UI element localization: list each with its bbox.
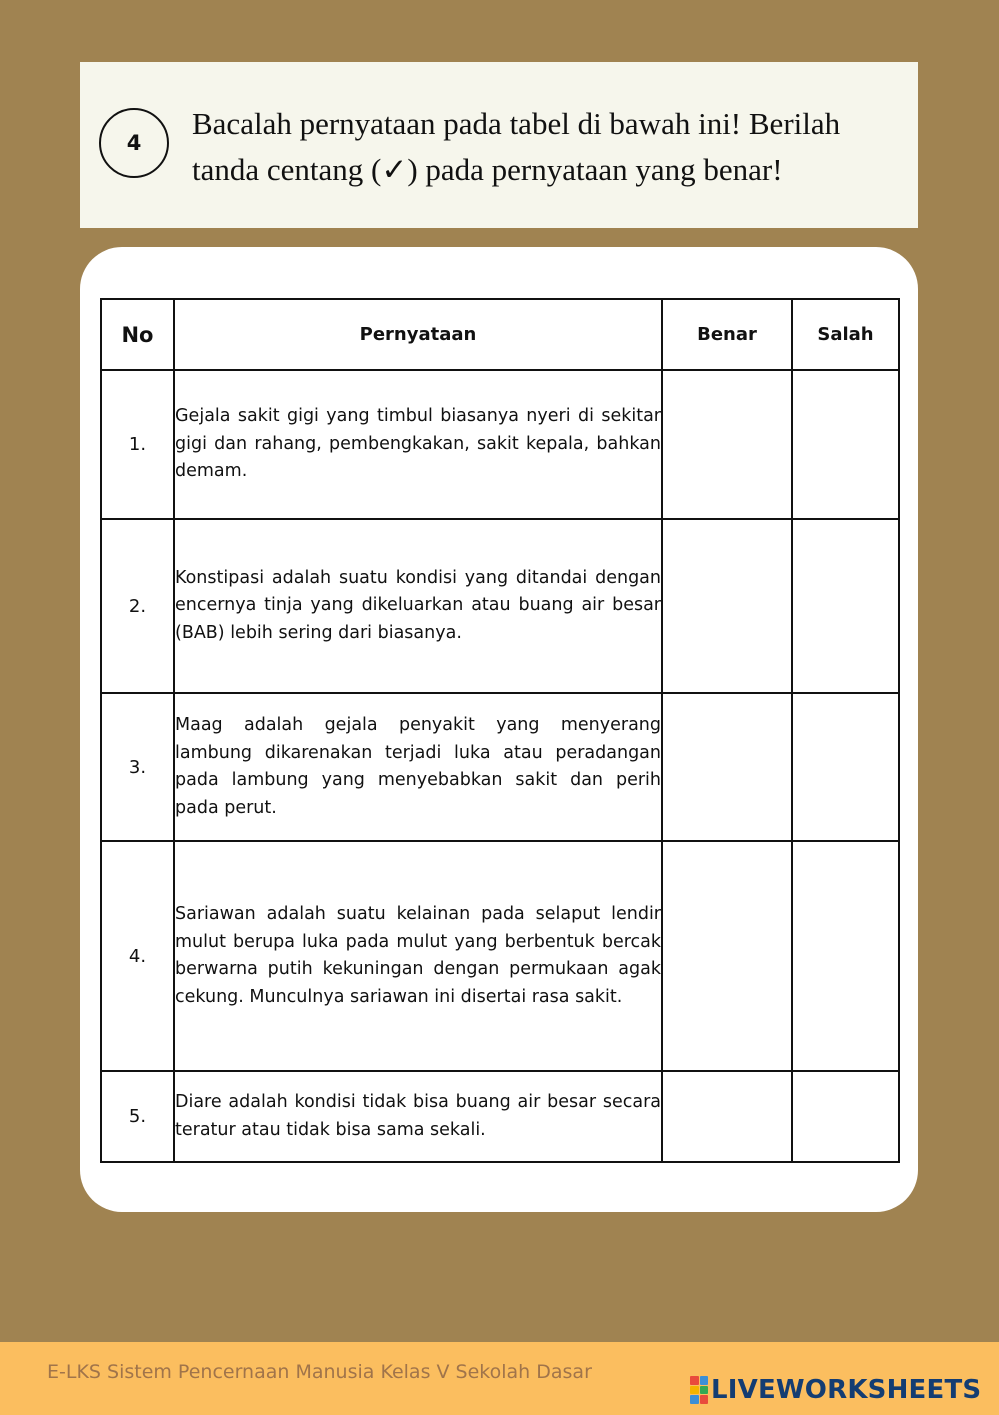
table-row (101, 1071, 899, 1162)
row-statement: Konstipasi adalah suatu kondisi yang ditandai dengan encernya tinja yang dikeluarkan atau buang air besar (BAB) lebih sering dari biasanya. (174, 519, 662, 693)
table-row (101, 370, 899, 519)
statement-table (100, 298, 900, 1163)
header-false: Salah (792, 299, 899, 370)
true-checkbox-cell[interactable] (662, 841, 792, 1071)
table-row (101, 519, 899, 693)
true-checkbox-cell[interactable] (662, 1071, 792, 1162)
row-statement: Gejala sakit gigi yang timbul biasanya nyeri di sekitar gigi dan rahang, pembengkakan, sakit kepala, bahkan demam. (174, 370, 662, 519)
false-checkbox-cell[interactable] (792, 370, 899, 519)
row-statement: Maag adalah gejala penyakit yang menyerang lambung dikarenakan terjadi luka atau peradangan pada lambung yang menyebabkan sakit dan perih pada perut. (174, 693, 662, 841)
row-statement: Sariawan adalah suatu kelainan pada selaput lendir mulut berupa luka pada mulut yang berbentuk bercak berwarna putih kekuningan dengan permukaan agak cekung. Munculnya sariawan ini disertai rasa sakit. (174, 841, 662, 1071)
question-number: 4 (126, 131, 142, 155)
false-checkbox-cell[interactable] (792, 693, 899, 841)
table-row (101, 693, 899, 841)
row-number: 2. (101, 519, 174, 693)
question-number-badge (99, 108, 169, 178)
question-instruction: Bacalah pernyataan pada tabel di bawah ini! Berilah tanda centang (✓) pada pernyataan yang benar! (192, 106, 841, 187)
brand-name: LIVEWORKSHEETS (711, 1375, 982, 1405)
row-number: 1. (101, 370, 174, 519)
false-checkbox-cell[interactable] (792, 1071, 899, 1162)
brand-link[interactable] (690, 1372, 981, 1408)
liveworksheets-logo-icon (690, 1376, 708, 1404)
row-number: 4. (101, 841, 174, 1071)
true-checkbox-cell[interactable] (662, 519, 792, 693)
row-number: 5. (101, 1071, 174, 1162)
table-header-row (101, 299, 899, 370)
header-statement: Pernyataan (174, 299, 662, 370)
true-checkbox-cell[interactable] (662, 370, 792, 519)
row-number: 3. (101, 693, 174, 841)
true-checkbox-cell[interactable] (662, 693, 792, 841)
header-true: Benar (662, 299, 792, 370)
false-checkbox-cell[interactable] (792, 519, 899, 693)
header-no: No (101, 299, 174, 370)
footer-caption: E-LKS Sistem Pencernaan Manusia Kelas V Sekolah Dasar (47, 1361, 592, 1383)
false-checkbox-cell[interactable] (792, 841, 899, 1071)
row-statement: Diare adalah kondisi tidak bisa buang air besar secara teratur atau tidak bisa sama sekali. (174, 1071, 662, 1162)
table-row (101, 841, 899, 1071)
